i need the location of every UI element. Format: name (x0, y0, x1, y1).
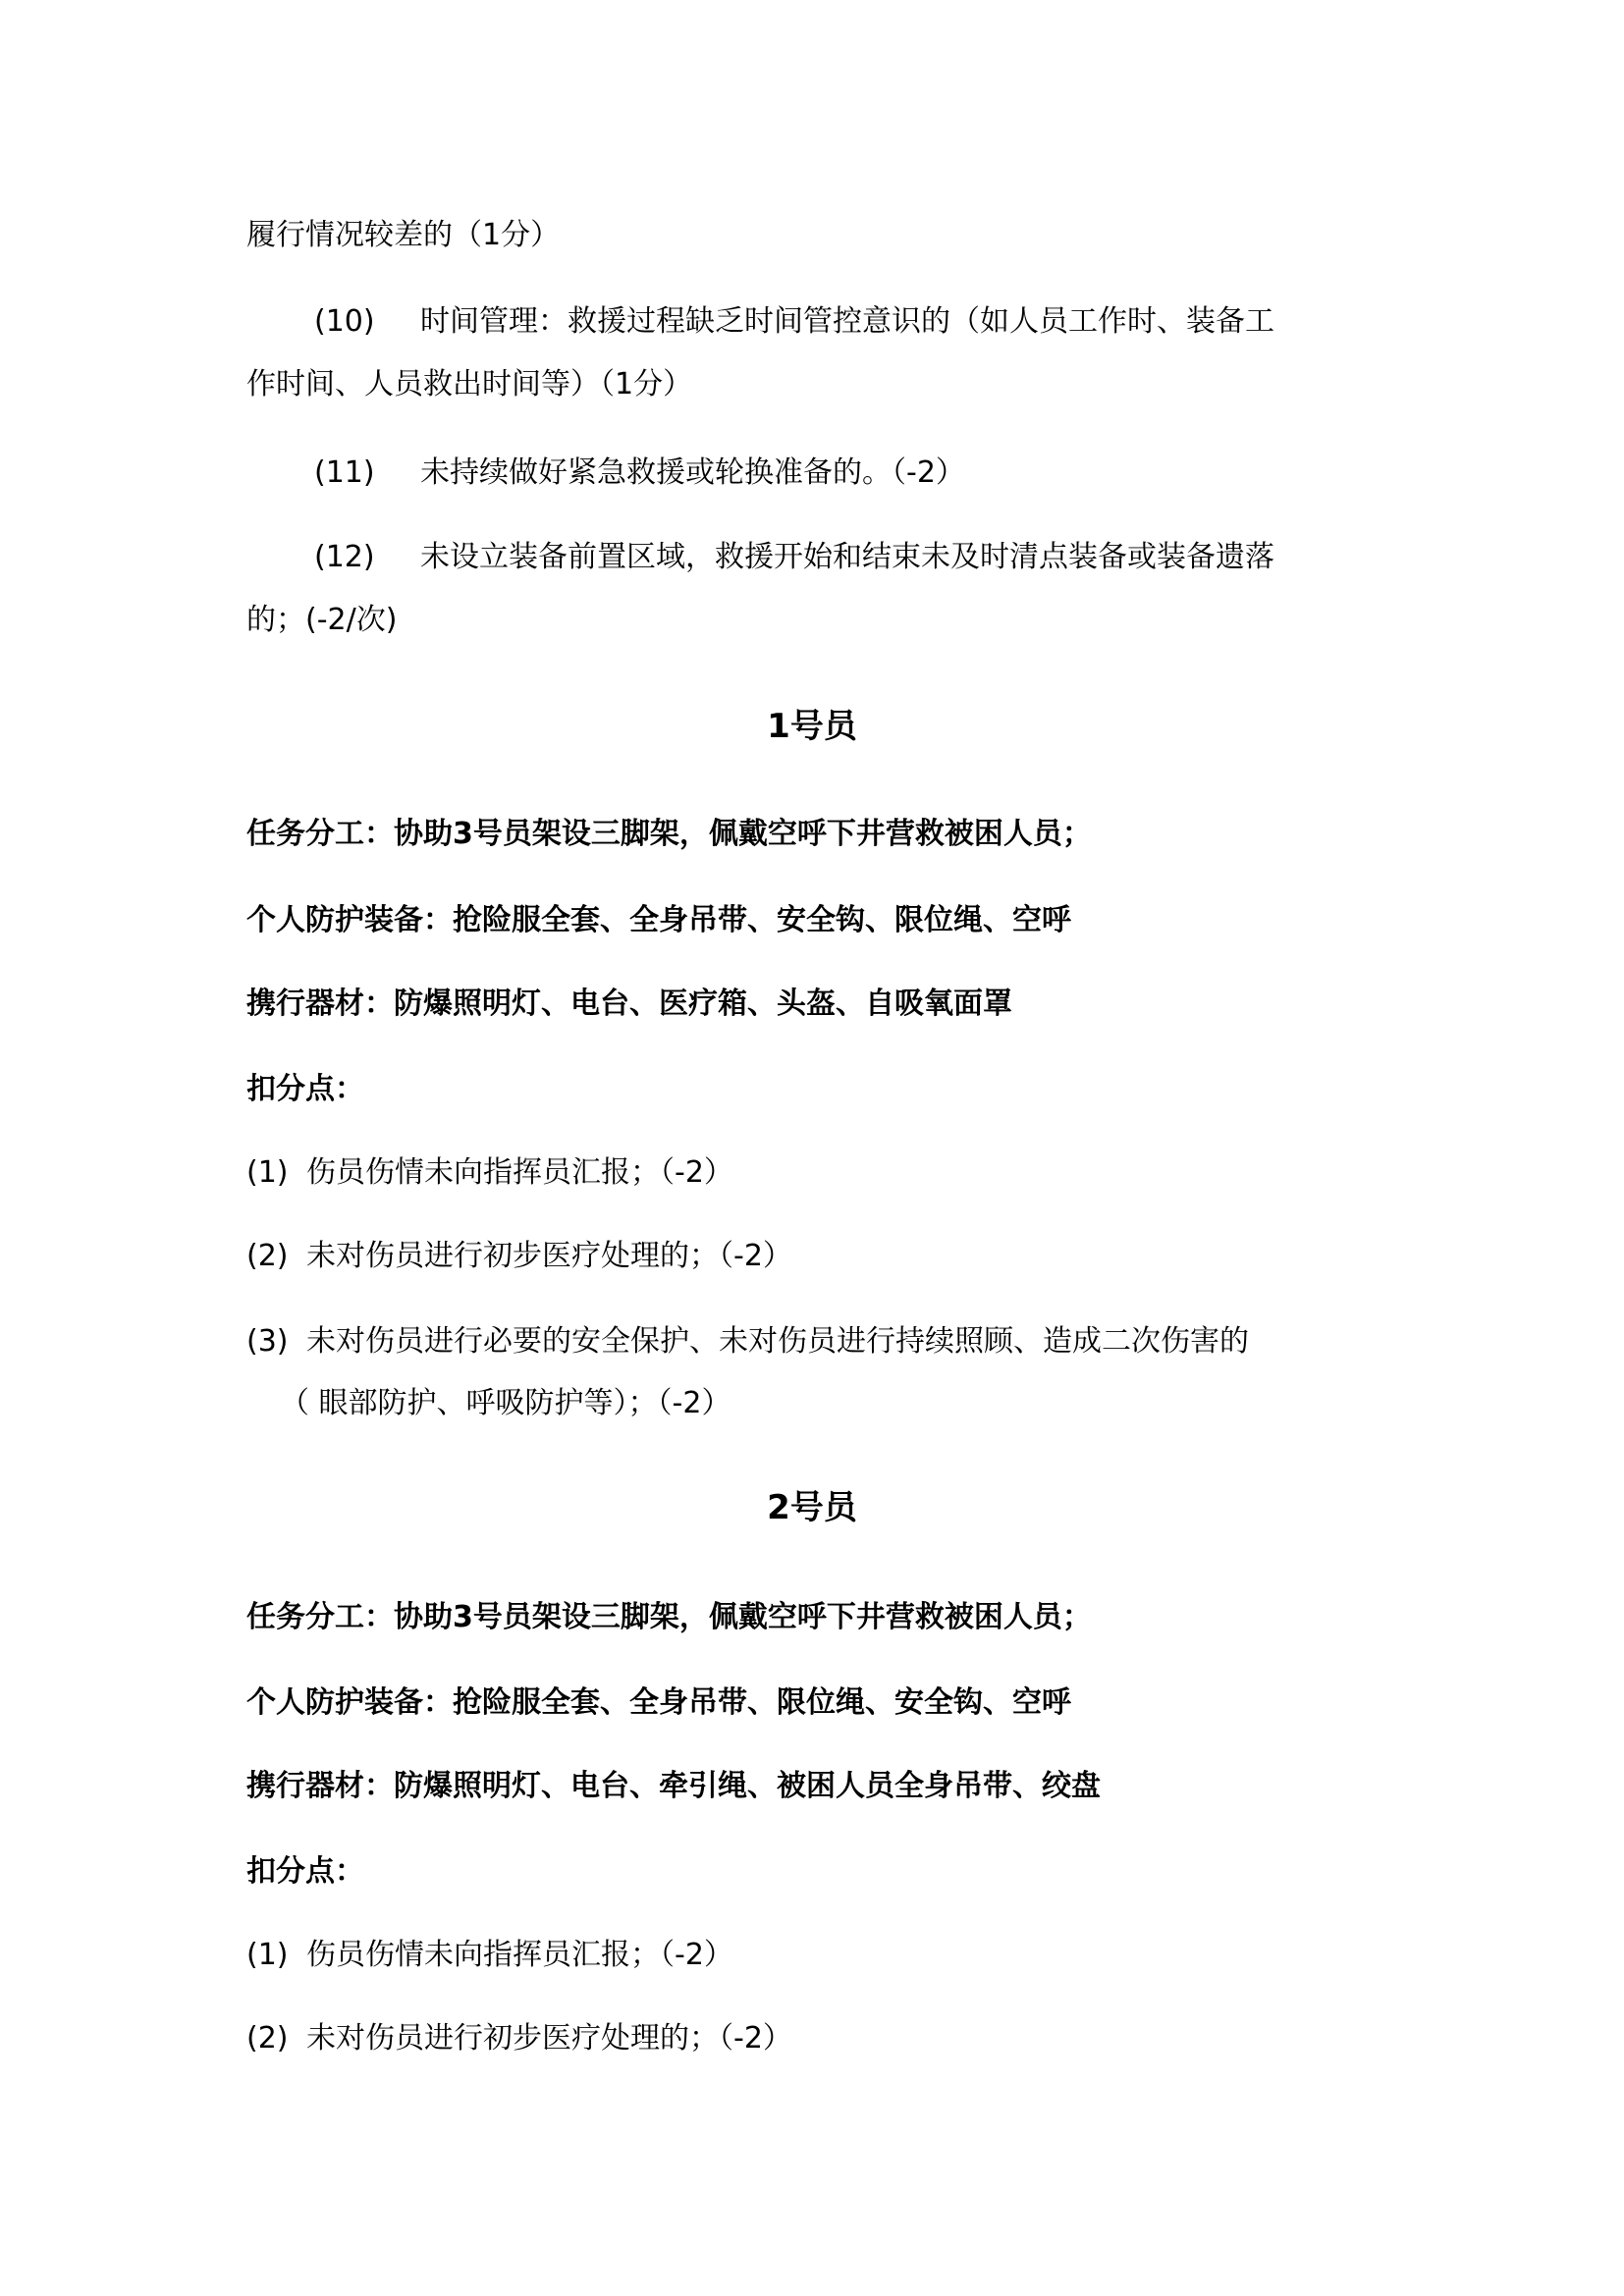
item-number: (1) (246, 1938, 289, 1972)
deduction-label: 扣分点： (246, 1072, 364, 1106)
carried-equipment: 携行器材：防爆照明灯、电台、牵引绳、被困人员全身吊带、绞盘 (246, 1769, 1101, 1803)
item-number: (11) (314, 455, 375, 490)
item-text: 未持续做好紧急救援或轮换准备的。（-2） (420, 455, 965, 490)
item-text: 未对伤员进行必要的安全保护、未对伤员进行持续照顾、造成二次伤害的 (306, 1324, 1249, 1359)
item-text: 伤员伤情未向指挥员汇报；（-2） (306, 1938, 733, 1972)
item-number: (2) (246, 1239, 289, 1273)
item-number: (10) (314, 304, 375, 339)
task-assignment: 任务分工：协助3号员架设三脚架，佩戴空呼下井营救被困人员； (246, 1600, 1092, 1634)
item-number: (1) (246, 1155, 289, 1190)
personal-protection: 个人防护装备：抢险服全套、全身吊带、限位绳、安全钩、空呼 (246, 1685, 1071, 1720)
task-assignment: 任务分工：协助3号员架设三脚架，佩戴空呼下井营救被困人员； (246, 817, 1092, 851)
section-title: 1号员 (767, 707, 857, 746)
item-text: 伤员伤情未向指挥员汇报；（-2） (306, 1155, 733, 1190)
intro-line: 履行情况较差的（1分） (246, 218, 561, 252)
item-text-continued: 的；(-2/次) (246, 603, 398, 637)
carried-equipment: 携行器材：防爆照明灯、电台、医疗箱、头盔、自吸氧面罩 (246, 987, 1012, 1021)
item-number: (2) (246, 2021, 289, 2056)
item-number: (12) (314, 540, 375, 574)
item-text: 时间管理：救援过程缺乏时间管控意识的（如人员工作时、装备工 (420, 304, 1274, 339)
personal-protection: 个人防护装备：抢险服全套、全身吊带、安全钩、限位绳、空呼 (246, 903, 1071, 937)
item-number: (3) (246, 1324, 289, 1359)
item-text-continued: （ 眼部防护、呼吸防护等）；（-2） (280, 1386, 731, 1420)
section-title: 2号员 (767, 1488, 857, 1527)
item-text: 未对伤员进行初步医疗处理的；（-2） (306, 2021, 792, 2056)
deduction-label: 扣分点： (246, 1854, 364, 1889)
item-text: 未对伤员进行初步医疗处理的；（-2） (306, 1239, 792, 1273)
item-text: 未设立装备前置区域，救援开始和结束未及时清点装备或装备遗落 (420, 540, 1274, 574)
item-text-continued: 作时间、人员救出时间等）（1分） (246, 367, 693, 401)
